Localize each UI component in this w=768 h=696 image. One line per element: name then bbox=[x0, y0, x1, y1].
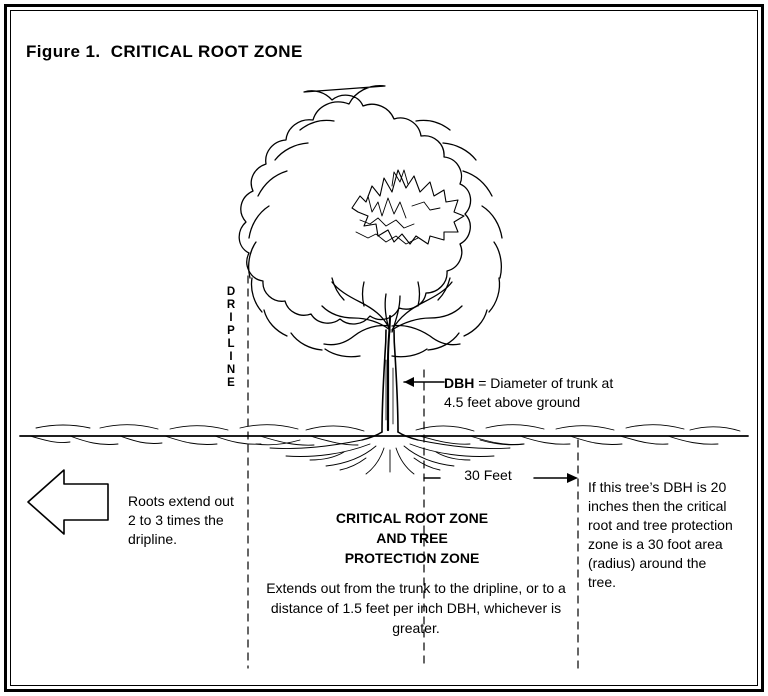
dripline-letter: DRIPLINE bbox=[225, 286, 237, 390]
zone-title bbox=[262, 508, 562, 568]
dbh-definition-text: = Diameter of trunk at bbox=[474, 375, 614, 391]
distance-measure-label: 30 Feet bbox=[464, 467, 512, 483]
dbh-definition-label bbox=[444, 374, 704, 412]
zone-description: Extends out from the trunk to the dripline, or to a distance of 1.5 feet per inch DBH, whichever is greater. bbox=[266, 580, 566, 636]
zone-title-line-2: AND TREE bbox=[376, 530, 448, 546]
dbh-abbrev: DBH bbox=[444, 375, 475, 391]
roots-extend-note: Roots extend out 2 to 3 times the dripline. bbox=[128, 493, 234, 547]
dbh-definition-text-2: 4.5 feet above ground bbox=[444, 394, 581, 410]
zone-title-line-1: CRITICAL ROOT ZONE bbox=[335, 510, 489, 526]
dripline-vertical-label bbox=[222, 286, 238, 396]
zone-title-line-3: PROTECTION ZONE bbox=[344, 550, 480, 566]
page-title: Figure 1. CRITICAL ROOT ZONE bbox=[26, 42, 303, 61]
example-calculation-note: If this tree’s DBH is 20 inches then the critical root and tree protection zone is a 30 foot area (radius) around the tree. bbox=[588, 479, 733, 590]
